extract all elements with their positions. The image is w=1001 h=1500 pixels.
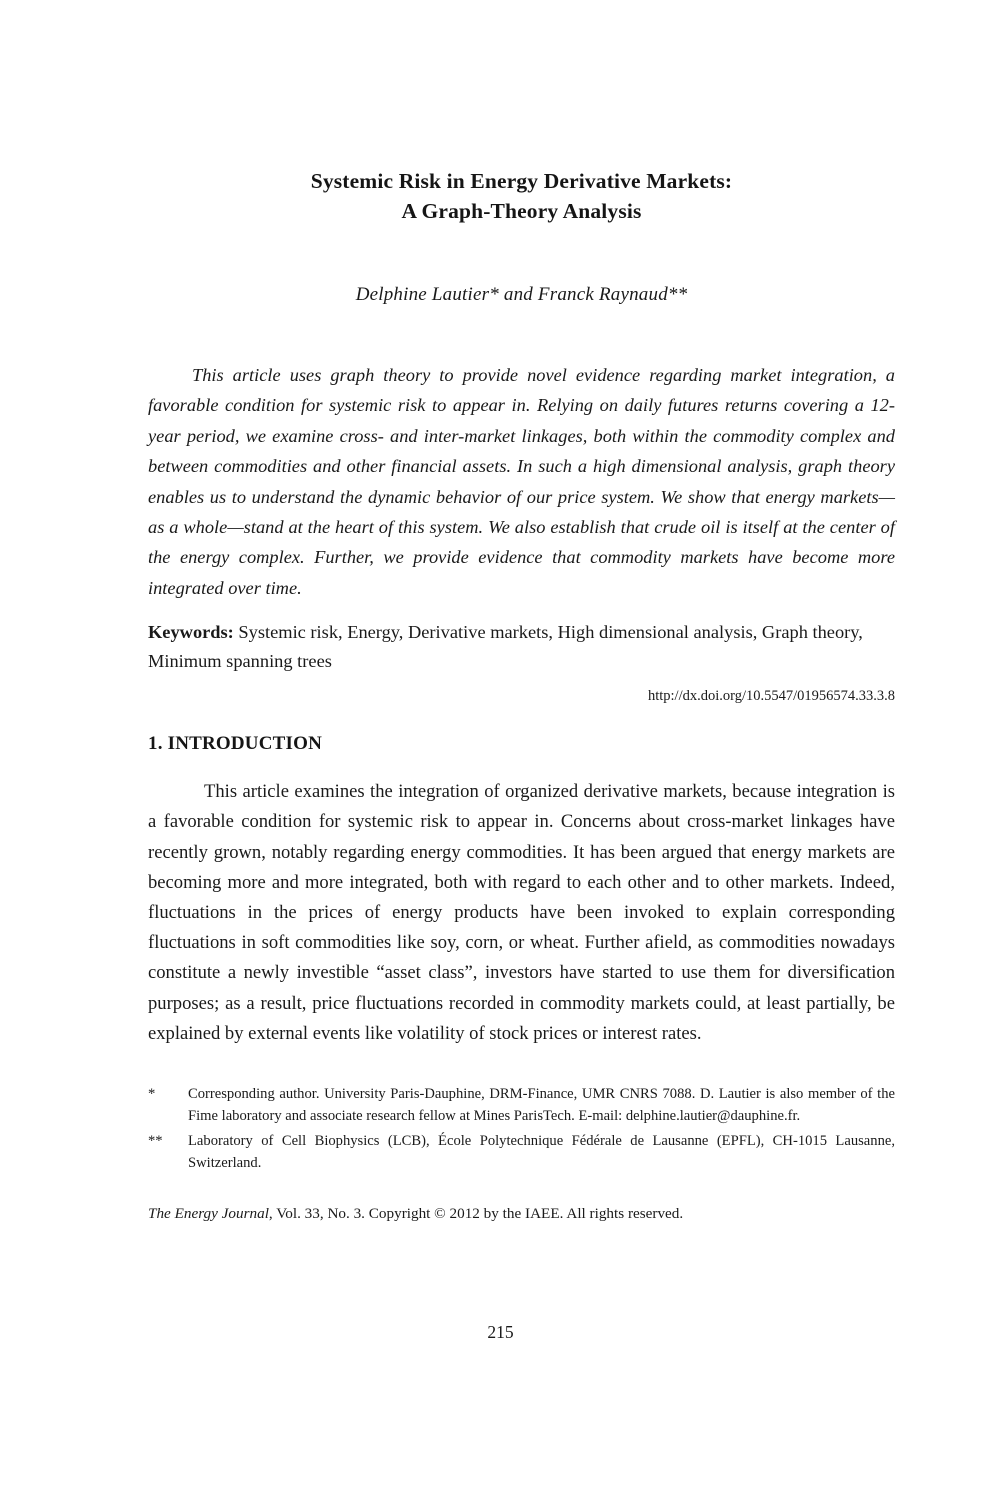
title-line-1: Systemic Risk in Energy Derivative Markets: bbox=[310, 169, 733, 193]
page-content-column bbox=[148, 0, 895, 1225]
section-heading-introduction: 1. INTRODUCTION bbox=[148, 733, 323, 755]
journal-copyright-text: , Vol. 33, No. 3. Copyright © 2012 by the IAEE. All rights reserved. bbox=[268, 1204, 684, 1222]
footnote-1-text: Corresponding author. University Paris-Dauphine, DRM-Finance, UMR CNRS 7088. D. Lautier is also member of the Fime laboratory and associate research fellow at Mines ParisTech. E-mail: delphine.lautier@dauphine.fr. bbox=[188, 1086, 895, 1125]
journal-name: The Energy Journal bbox=[148, 1204, 269, 1222]
page-number: 215 bbox=[487, 1322, 514, 1342]
footnote-1 bbox=[148, 1083, 895, 1128]
footnote-1-marker: * bbox=[148, 1086, 156, 1103]
author-line: Delphine Lautier* and Franck Raynaud** bbox=[355, 284, 688, 305]
abstract-paragraph: This article uses graph theory to provide novel evidence regarding market integration, a favorable condition for systemic risk to appear in. Relying on daily futures returns covering a 12-year period, we examine cross- and inter-market linkages, both within the commodity complex and between commodities and other financial assets. In such a high dimensional analysis, graph theory enables us to understand the dynamic behavior of our price system. We show that energy markets—as a whole—stand at the heart of this system. We also establish that crude oil is itself at the center of the energy complex. Further, we provide evidence that commodity markets have become more integrated over time. bbox=[148, 365, 895, 598]
page-title bbox=[148, 166, 895, 226]
keywords-line bbox=[148, 618, 895, 676]
keywords-label: Keywords: bbox=[148, 622, 234, 643]
journal-copyright-line bbox=[148, 1203, 895, 1225]
doi-link[interactable]: http://dx.doi.org/10.5547/01956574.33.3.8 bbox=[647, 688, 895, 705]
footnote-2-text: Laboratory of Cell Biophysics (LCB), École Polytechnique Fédérale de Lausanne (EPFL), CH-1015 Lausanne, Switzerland. bbox=[188, 1132, 895, 1172]
keywords-values: Systemic risk, Energy, Derivative markets, High dimensional analysis, Graph theory, Minimum spanning trees bbox=[148, 622, 863, 672]
footnotes-block bbox=[148, 1083, 895, 1225]
title-line-2: A Graph-Theory Analysis bbox=[401, 199, 642, 223]
introduction-paragraph: This article examines the integration of organized derivative markets, because integration is a favorable condition for systemic risk to appear in. Concerns about cross-market linkages have recently grown, notably regarding energy commodities. It has been argued that energy markets are becoming more and more integrated, both with regard to each other and to other markets. Indeed, fluctuations in the prices of energy products have been invoked to explain corresponding fluctuations in soft commodities like soy, corn, or wheat. Further afield, as commodities nowadays constitute a newly investible “asset class”, investors have started to use them for diversification purposes; as a result, price fluctuations recorded in commodity markets could, at least partially, be explained by external events like volatility of stock prices or interest rates. bbox=[148, 781, 895, 1044]
footnote-2-marker: ** bbox=[148, 1132, 163, 1149]
footnote-2 bbox=[148, 1130, 895, 1175]
